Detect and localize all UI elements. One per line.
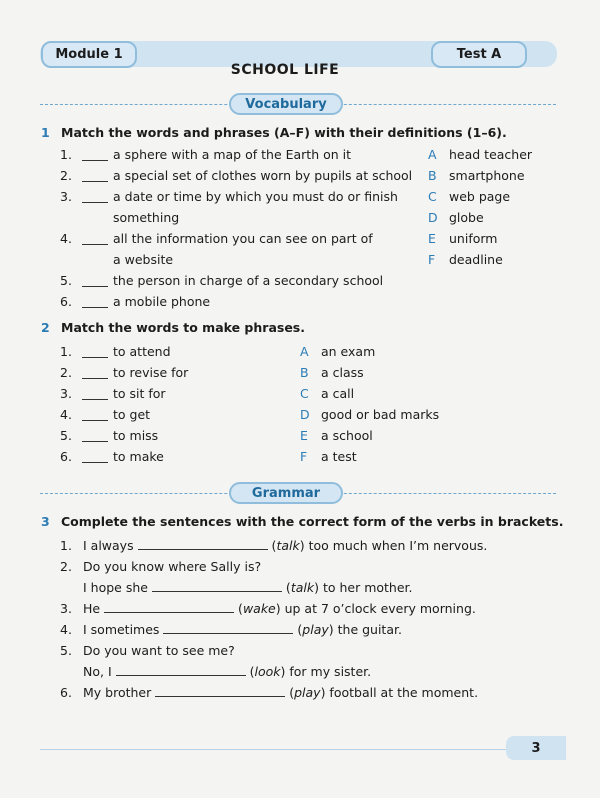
ex3-sentence: 6. My brother (play) football at the moment. xyxy=(60,685,479,700)
ex1-item-continuation: something D globe xyxy=(113,210,484,225)
ex1-item: 5. the person in charge of a secondary school xyxy=(60,273,384,288)
ex3-sentence: 4. I sometimes (play) the guitar. xyxy=(60,622,402,637)
answer-blank[interactable] xyxy=(82,441,108,442)
exercise-2-number: 2 xyxy=(41,320,50,335)
answer-blank[interactable] xyxy=(82,399,108,400)
ex1-item: 4. all the information you can see on part of E uniform xyxy=(60,231,498,246)
grammar-section-label: Grammar xyxy=(229,482,343,504)
ex1-item: 3. a date or time by which you must do or finish C web page xyxy=(60,189,511,204)
answer-blank[interactable] xyxy=(138,537,268,550)
answer-blank[interactable] xyxy=(82,202,108,203)
ex1-item: 6. a mobile phone xyxy=(60,294,211,309)
exercise-3-instruction: 3 Complete the sentences with the correct form of the verbs in brackets. xyxy=(41,514,564,529)
ex3-sentence-continuation: I hope she (talk) to her mother. xyxy=(83,580,413,595)
footer-line xyxy=(40,749,506,750)
exercise-1-number: 1 xyxy=(41,125,50,140)
exercise-1-instruction: 1 Match the words and phrases (A–F) with their definitions (1–6). xyxy=(41,125,507,140)
ex2-item: 6. to make F a test xyxy=(60,449,357,464)
ex2-item: 2. to revise for B a class xyxy=(60,365,364,380)
answer-blank[interactable] xyxy=(155,684,285,697)
answer-blank[interactable] xyxy=(82,420,108,421)
ex3-sentence: 1. I always (talk) too much when I’m nervous. xyxy=(60,538,488,553)
answer-blank[interactable] xyxy=(82,181,108,182)
module-tab: Module 1 xyxy=(41,41,137,68)
ex3-sentence-continuation: No, I (look) for my sister. xyxy=(83,664,372,679)
answer-blank[interactable] xyxy=(82,378,108,379)
ex3-sentence: 5. Do you want to see me? xyxy=(60,643,235,658)
answer-blank[interactable] xyxy=(82,357,108,358)
vocabulary-section-label: Vocabulary xyxy=(229,93,343,115)
ex1-item: 2. a special set of clothes worn by pupils at school B smartphone xyxy=(60,168,525,183)
answer-blank[interactable] xyxy=(82,244,108,245)
answer-blank[interactable] xyxy=(116,663,246,676)
answer-blank[interactable] xyxy=(163,621,293,634)
test-tab: Test A xyxy=(431,41,527,68)
answer-blank[interactable] xyxy=(82,160,108,161)
ex2-item: 3. to sit for C a call xyxy=(60,386,355,401)
answer-blank[interactable] xyxy=(82,307,108,308)
exercise-2-instruction: 2 Match the words to make phrases. xyxy=(41,320,305,335)
ex1-item-continuation: a website F deadline xyxy=(113,252,503,267)
answer-blank[interactable] xyxy=(104,600,234,613)
ex3-sentence: 2. Do you know where Sally is? xyxy=(60,559,262,574)
page-title: SCHOOL LIFE xyxy=(230,62,340,78)
ex3-sentence: 3. He (wake) up at 7 o’clock every morning. xyxy=(60,601,476,616)
ex2-item: 4. to get D good or bad marks xyxy=(60,407,440,422)
ex1-item: 1. a sphere with a map of the Earth on it A head teacher xyxy=(60,147,533,162)
page-number: 3 xyxy=(506,736,566,760)
ex2-item: 5. to miss E a school xyxy=(60,428,373,443)
ex2-item: 1. to attend A an exam xyxy=(60,344,376,359)
exercise-3-number: 3 xyxy=(41,514,50,529)
answer-blank[interactable] xyxy=(82,462,108,463)
answer-blank[interactable] xyxy=(82,286,108,287)
answer-blank[interactable] xyxy=(152,579,282,592)
